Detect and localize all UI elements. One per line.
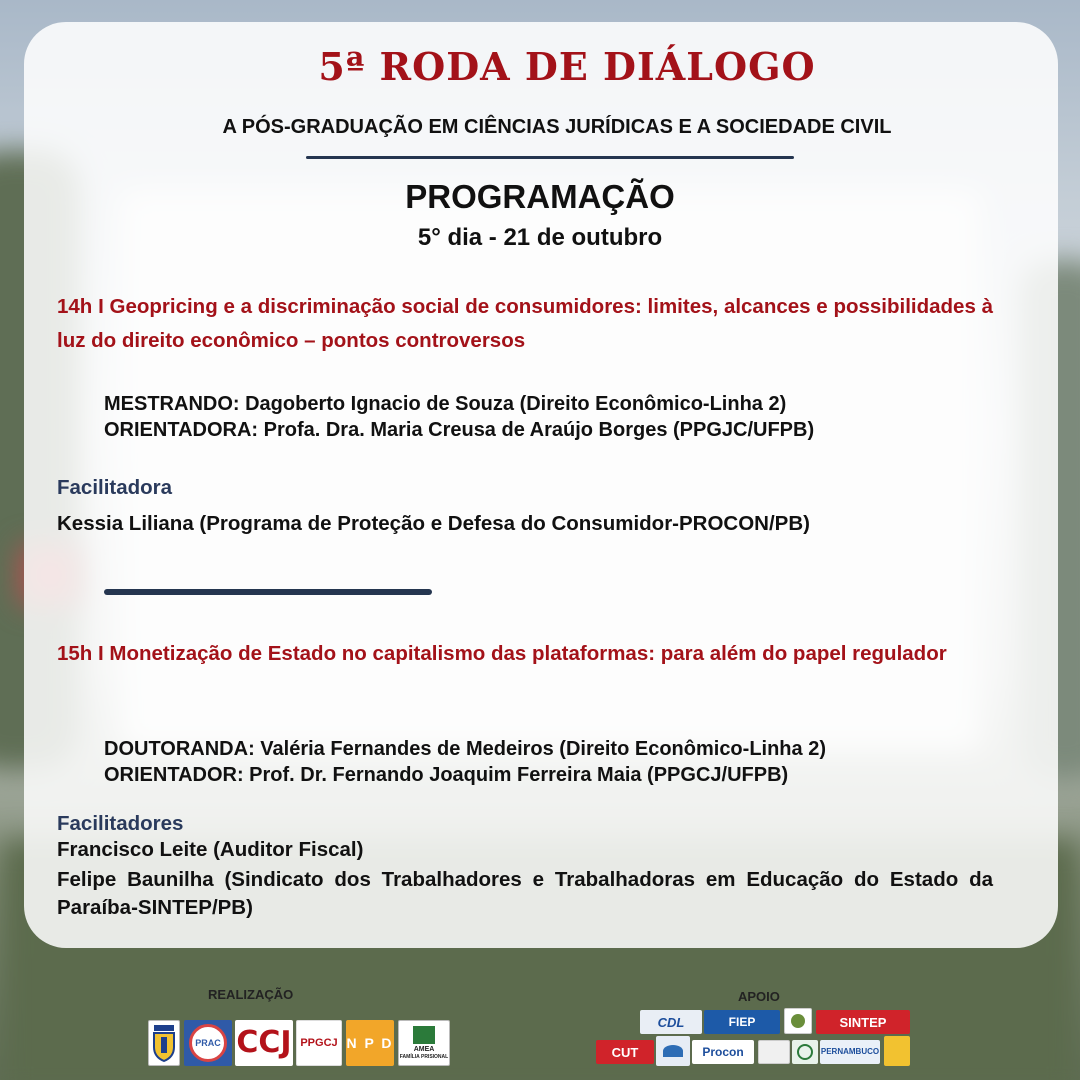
pastoral-logo (784, 1008, 812, 1034)
sintep-logo: SINTEP (816, 1010, 910, 1034)
session-1-facilitator: Kessia Liliana (Programa de Proteção e Defesa do Consumidor-PROCON/PB) (57, 512, 810, 535)
sudema-logo (656, 1036, 690, 1066)
amea-icon (413, 1026, 435, 1044)
seal-icon (797, 1044, 813, 1060)
fiep-logo: FIEP (704, 1010, 780, 1034)
pastoral-icon (791, 1014, 805, 1028)
event-subtitle: A PÓS-GRADUAÇÃO EM CIÊNCIAS JURÍDICAS E A SOCIEDADE CIVIL (222, 116, 892, 138)
yellow-logo (884, 1036, 910, 1066)
session-1-title: 14h I Geopricing e a discriminação social de consumidores: limites, alcances e possibilidades à luz do direito econômico – pontos controversos (57, 295, 993, 352)
divider-top (306, 156, 794, 159)
ppgcj-logo: PPGCJ (296, 1020, 342, 1066)
amea-logo (398, 1020, 450, 1066)
ccj-logo: CCJ (235, 1020, 293, 1066)
event-title: 5ª RODA DE DIÁLOGO (318, 44, 816, 89)
amea-text: AMEA (413, 1046, 435, 1053)
session-2-facilitator-1: Francisco Leite (Auditor Fiscal) (57, 838, 364, 861)
session-2-facilitator-2: Felipe Baunilha (Sindicato dos Trabalhadores e Trabalhadoras em Educação do Estado da Paraíba-SINTEP/PB) (57, 868, 993, 919)
session-1-facilitator-label: Facilitadora (57, 476, 173, 499)
program-day: 5° dia - 21 de outubro (417, 224, 663, 251)
seal-logo (792, 1040, 818, 1064)
prac-badge: PRAC (189, 1024, 227, 1062)
session-1-presenter: MESTRANDO: Dagoberto Ignacio de Souza (Direito Econômico-Linha 2) (104, 393, 787, 415)
realizacao-label: REALIZAÇÃO (208, 987, 294, 1002)
sudema-icon (663, 1045, 683, 1057)
pernambuco-logo: PERNAMBUCO (820, 1040, 880, 1064)
session-2-people (104, 736, 1004, 788)
session-2-facilitator-label: Facilitadores (57, 812, 184, 835)
prac-logo (184, 1020, 232, 1066)
content-card (24, 22, 1058, 948)
apoio-label: APOIO (738, 989, 780, 1004)
procon-logo: Procon (692, 1040, 754, 1064)
session-2-title: 15h I Monetização de Estado no capitalismo das plataformas: para além do papel regulador (57, 642, 947, 665)
ufpb-crest-logo (148, 1020, 180, 1066)
educacao-logo (758, 1040, 790, 1064)
session-1-people (104, 391, 1004, 443)
amea-subtext: FAMÍLIA PRISIONAL (399, 1054, 449, 1060)
cut-logo: CUT (596, 1040, 654, 1064)
session-2-advisor: ORIENTADOR: Prof. Dr. Fernando Joaquim Ferreira Maia (PPGCJ/UFPB) (104, 764, 789, 786)
session-2-presenter: DOUTORANDA: Valéria Fernandes de Medeiros (Direito Econômico-Linha 2) (104, 738, 826, 760)
npd-logo: N P D (346, 1020, 394, 1066)
cdl-logo: CDL (640, 1010, 702, 1034)
session-1-advisor: ORIENTADORA: Profa. Dra. Maria Creusa de Araújo Borges (PPGJC/UFPB) (104, 419, 815, 441)
divider-middle (104, 589, 432, 595)
program-heading: PROGRAMAÇÃO (405, 178, 675, 215)
crest-icon (150, 1023, 178, 1063)
